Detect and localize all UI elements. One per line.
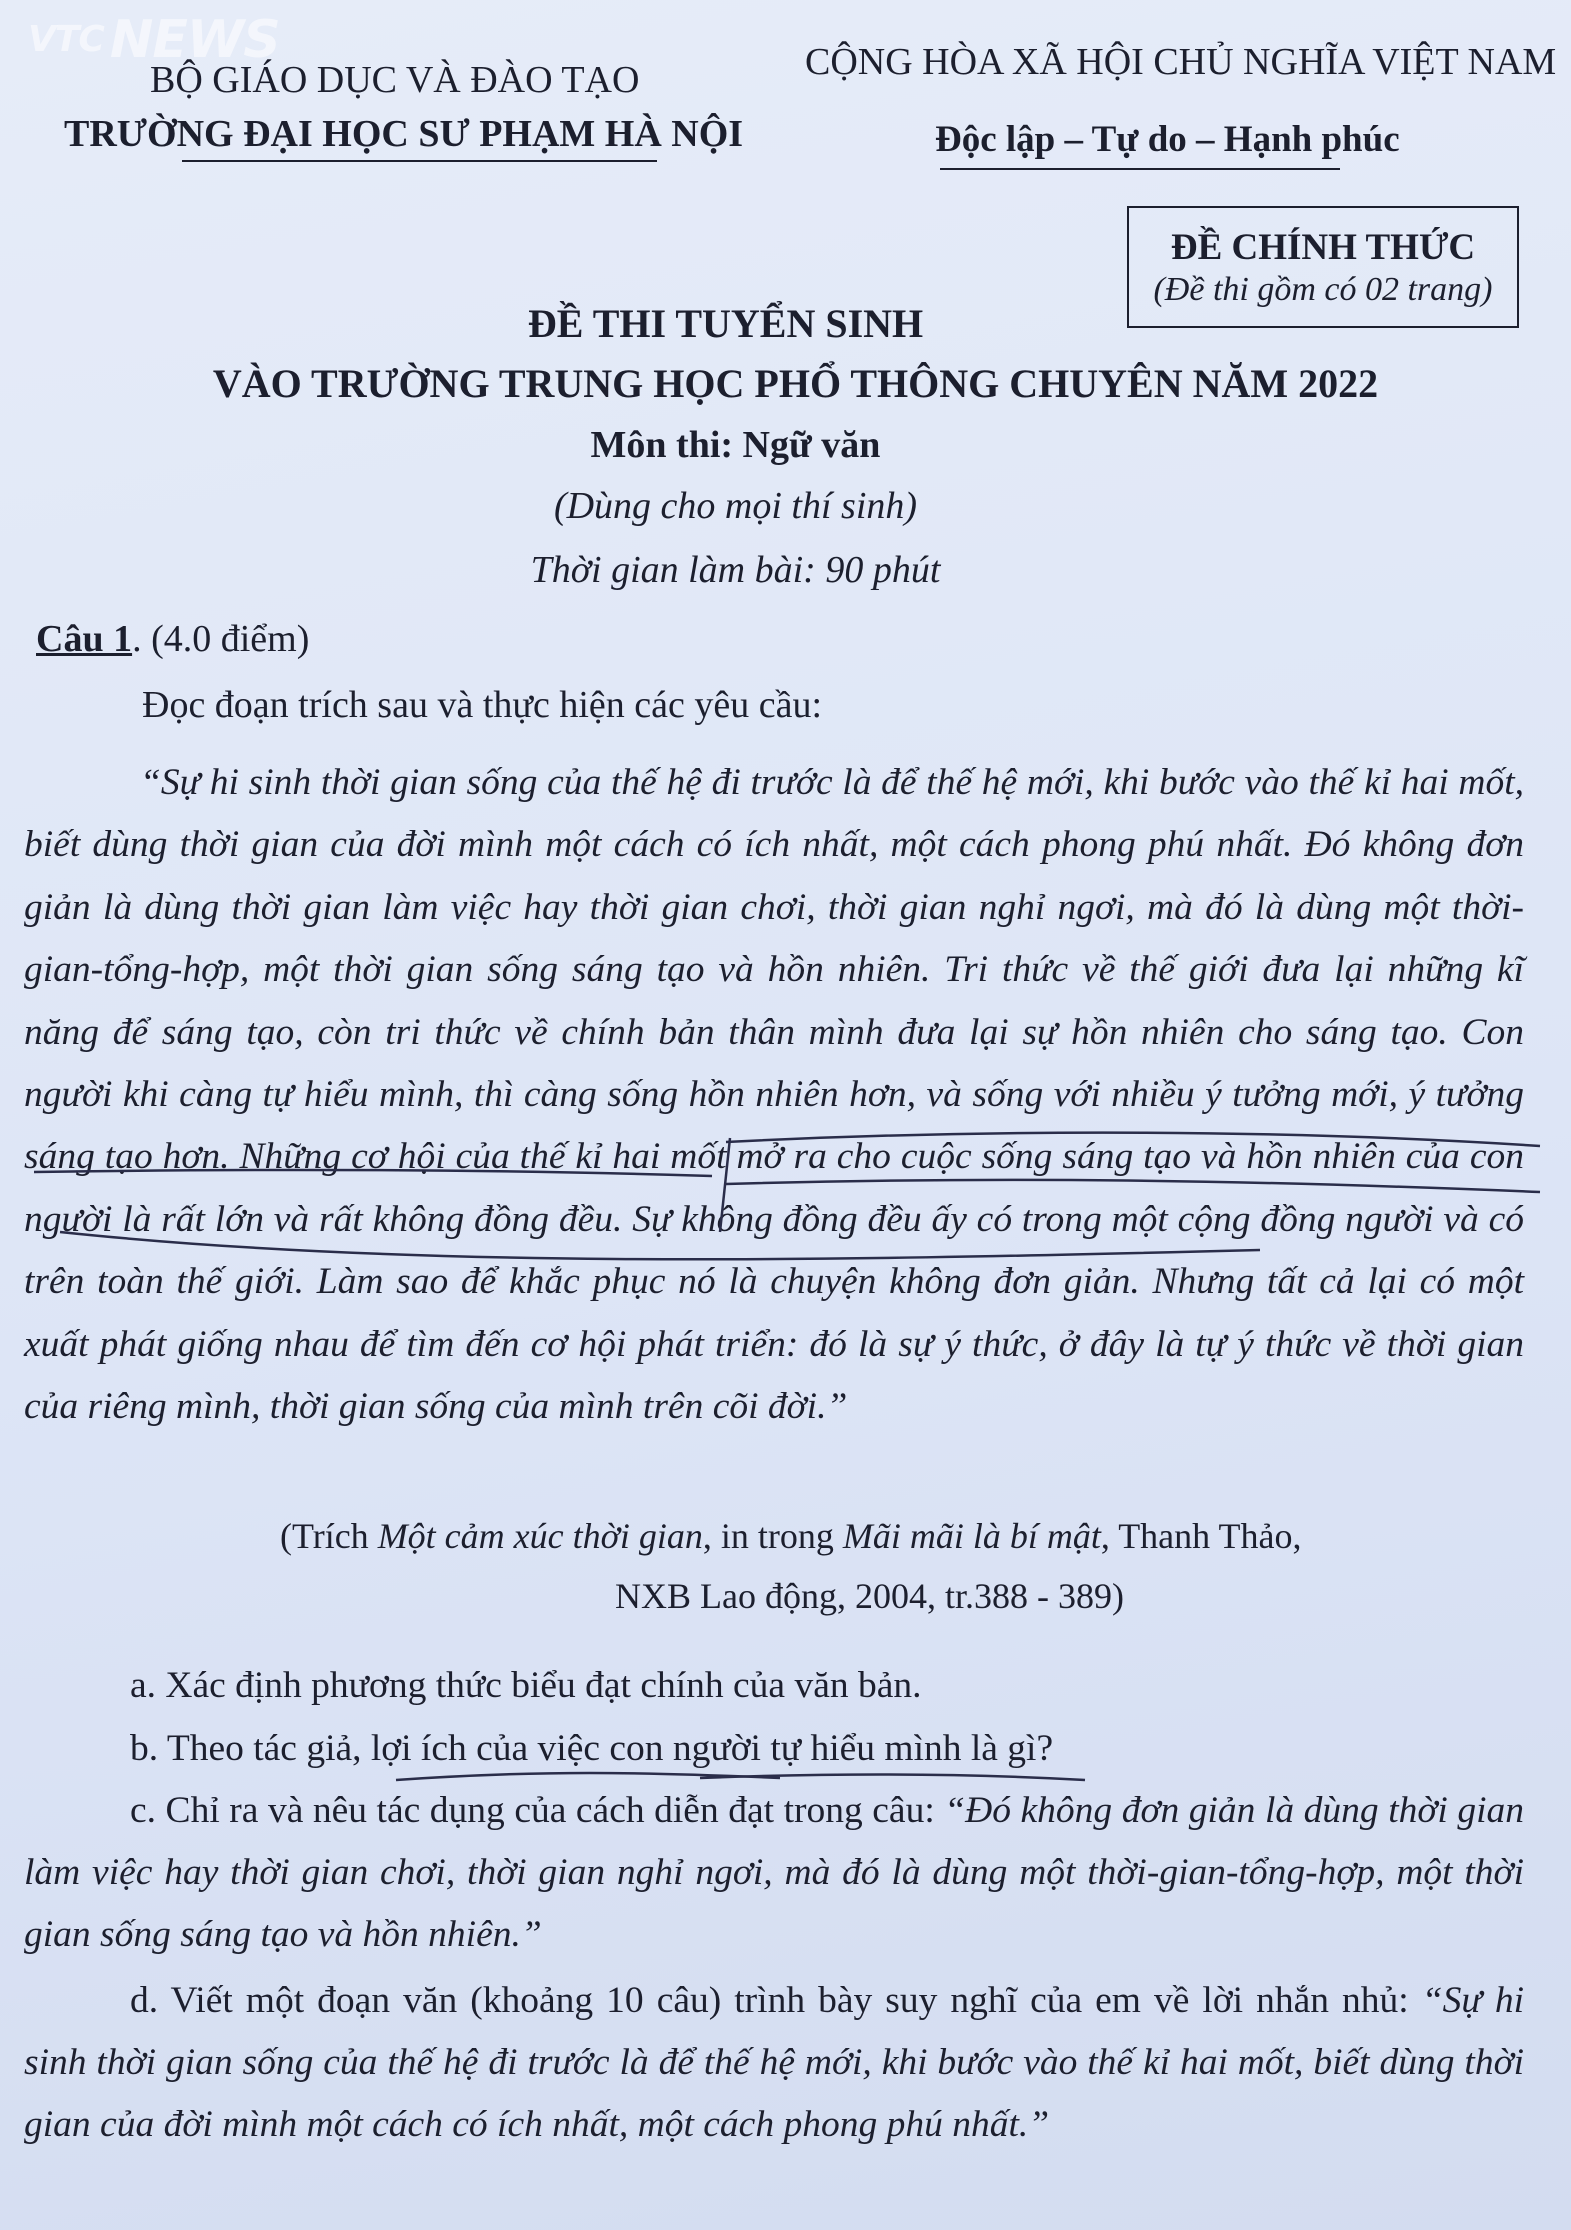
item-c-quote: “Đó không đơn giản là dùng thời gian làm việc hay thời gian chơi, thời gian nghỉ ngơi, mà đó là dùng một thời-gian-tổng-hợp, một thời gian sống sáng tạo và hồn nhiên.” xyxy=(24,1790,1524,1955)
item-d-quote: “Sự hi sinh thời gian sống của thế hệ đi trước là để thế hệ mới, khi bước vào thế kỉ hai mốt, biết dùng thời gian của đời mình một cách có ích nhất, một cách phong phú nhất.” xyxy=(24,1980,1524,2145)
question-item-a: a. Xác định phương thức biểu đạt chính của văn bản. xyxy=(130,1665,922,1706)
source-work-title: Một cảm xúc thời gian xyxy=(377,1516,703,1556)
question-item-c: c. Chỉ ra và nêu tác dụng của cách diễn đạt trong câu: “Đó không đơn giản là dùng thời gian làm việc hay thời gian chơi, thời gian nghỉ ngơi, mà đó là dùng một thời-gian-tổng-hợp, một thời gian sống sáng tạo và hồn nhiên.” xyxy=(24,1790,1524,1955)
passage-source: (Trích Một cảm xúc thời gian, in trong Mãi mãi là bí mật, Thanh Thảo, xyxy=(280,1516,1302,1556)
question-1-label: Câu 1 xyxy=(36,618,133,660)
national-motto: Độc lập – Tự do – Hạnh phúc xyxy=(935,119,1400,160)
question-item-b: b. Theo tác giả, lợi ích của việc con người tự hiểu mình là gì? xyxy=(130,1728,1054,1769)
exam-subtitle: VÀO TRƯỜNG TRUNG HỌC PHỔ THÔNG CHUYÊN NĂM 2022 xyxy=(212,361,1379,406)
question-1-instruction: Đọc đoạn trích sau và thực hiện các yêu cầu: xyxy=(142,684,823,726)
question-item-d: d. Viết một đoạn văn (khoảng 10 câu) trình bày suy nghĩ của em về lời nhắn nhủ: “Sự hi sinh thời gian sống của thế hệ đi trước là để thế hệ mới, khi bước vào thế kỉ hai mốt, biết dùng thời gian của đời mình một cách có ích nhất, một cách phong phú nhất.” xyxy=(24,1980,1524,2145)
header-left-underline xyxy=(182,160,657,162)
exam-audience: (Dùng cho mọi thí sinh) xyxy=(553,485,918,527)
passage-publisher: NXB Lao động, 2004, tr.388 - 389) xyxy=(615,1576,1124,1616)
republic-name: CỘNG HÒA XÃ HỘI CHỦ NGHĨA VIỆT NAM xyxy=(805,41,1557,83)
ministry-name: BỘ GIÁO DỤC VÀ ĐÀO TẠO xyxy=(150,59,640,101)
vtc-news-watermark: VTC NEWS xyxy=(28,10,280,70)
exam-title: ĐỀ THI TUYỂN SINH xyxy=(527,301,924,346)
reading-passage: “Sự hi sinh thời gian sống của thế hệ đi trước là để thế hệ mới, khi bước vào thế kỉ hai mốt, biết dùng thời gian của đời mình một cách có ích nhất, một cách phong phú nhất. Đó không đơn giản là dùng thời gian làm việc hay thời gian chơi, thời gian nghỉ ngơi, mà đó là dùng một thời-gian-tổng-hợp, một thời gian sống sáng tạo và hồn nhiên. Tri thức về thế giới đưa lại những kĩ năng để sáng tạo, còn tri thức về chính bản thân mình đưa lại sự hồn nhiên cho sáng tạo. Con người khi càng tự hiểu mình, thì càng sống hồn nhiên hơn, và sống với nhiều ý tưởng mới, ý tưởng sáng tạo hơn. Những cơ hội của thế kỉ hai mốt mở ra cho cuộc sống sáng tạo và hồn nhiên của con người là rất lớn và rất không đồng đều. Sự không đồng đều ấy có trong một cộng đồng người và có trên toàn thế giới. Làm sao để khắc phục nó là chuyện không đơn giản. Nhưng tất cả lại có một xuất phát giống nhau để tìm đến cơ hội phát triển: đó là sự ý thức, ở đây là tự ý thức về thời gian của riêng mình, thời gian sống của mình trên cõi đời.” xyxy=(24,762,1524,1428)
source-book-title: Mãi mãi là bí mật xyxy=(842,1516,1101,1556)
question-1-points: . (4.0 điểm) xyxy=(132,618,310,660)
university-name: TRƯỜNG ĐẠI HỌC SƯ PHẠM HÀ NỘI xyxy=(64,113,744,155)
exam-subject: Môn thi: Ngữ văn xyxy=(590,424,881,466)
question-1-heading xyxy=(36,617,309,661)
exam-duration: Thời gian làm bài: 90 phút xyxy=(530,549,941,591)
page-count-note: (Đề thi gồm có 02 trang) xyxy=(1153,271,1493,308)
official-exam-label: ĐỀ CHÍNH THỨC xyxy=(1170,227,1476,268)
header-right-underline xyxy=(940,168,1340,170)
